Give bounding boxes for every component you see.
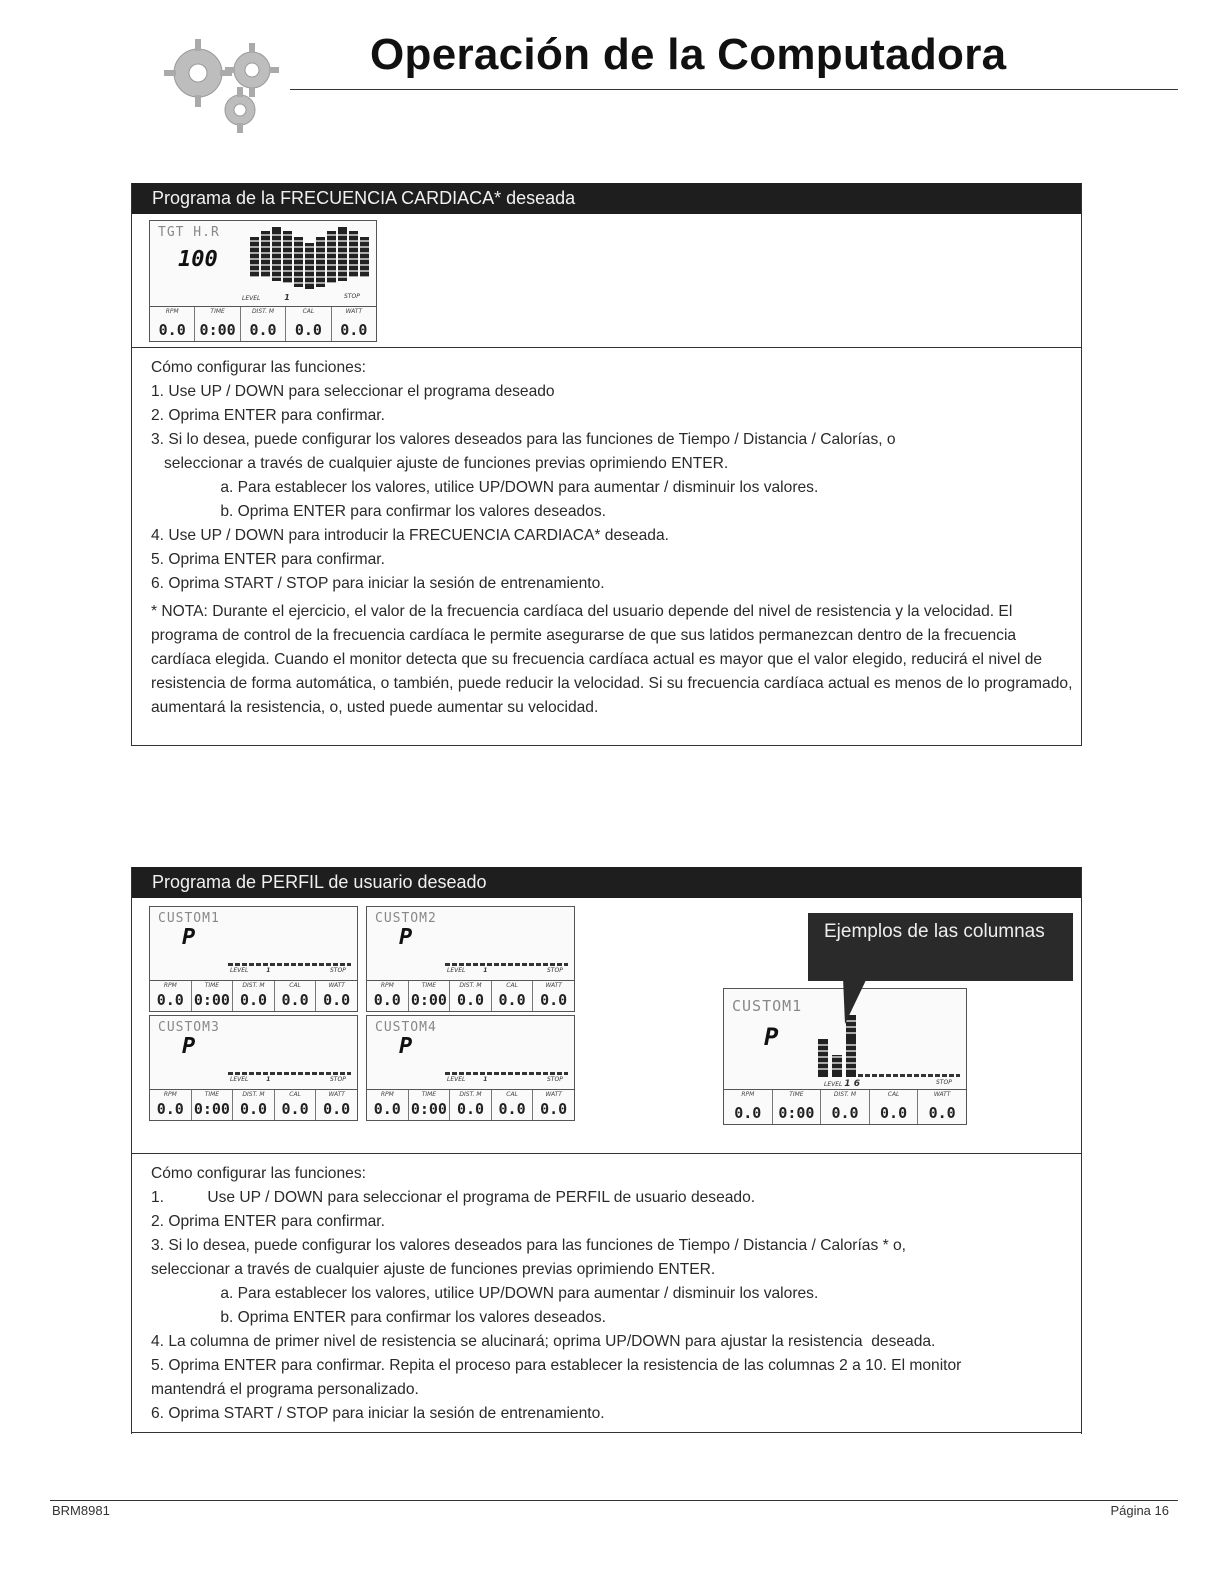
level-label: LEVEL 1 [242,293,290,302]
custom-lcd-display [366,906,575,1012]
instructions [132,1154,1081,1426]
instruction-line: 6. Oprima START / STOP para iniciar la sesión de entrenamiento. [151,575,605,592]
instruction-line: 4. Use UP / DOWN para introducir la FRECUENCIA CARDIACA* deseada. [151,527,669,544]
stop-label: STOP [547,967,563,974]
instruction-line: seleccionar a través de cualquier ajuste de funciones previas oprimiendo ENTER. [151,1261,716,1278]
level-label: LEVEL 1 [230,967,271,974]
gears-logo-icon [160,28,290,143]
columns-example-callout: Ejemplos de las columnas [808,913,1073,981]
lcd-metrics [724,1089,966,1124]
instruction-line: b. Oprima ENTER para confirmar los valores deseados. [151,503,606,520]
lcd-metric: DIST. M 0.0 [450,1090,492,1120]
metric-watt: WATT 0.0 [340,308,368,339]
lcd-metric: RPM 0.0 [724,1090,773,1124]
lcd-metric: TIME 0:00 [192,1090,234,1120]
lcd-metric: CAL 0.0 [870,1090,919,1124]
lcd-metric: RPM 0.0 [150,981,192,1011]
metric-time: TIME 0:00 [195,307,240,341]
lcd-metric: CAL 0.0 [275,981,317,1011]
profile-baseline [858,1074,960,1077]
heart-bars-icon [248,225,370,289]
metric-cal: CAL 0.0 [286,307,331,341]
lcd-metric: TIME 0:00 [192,981,234,1011]
profile-baseline [445,1072,568,1075]
custom-lcd-display [149,1015,358,1121]
level-label: LEVEL 1 [447,967,488,974]
instruction-line: 2. Oprima ENTER para confirmar. [151,407,385,424]
lcd-metric: WATT 0.0 [540,1091,568,1118]
title-divider [290,89,1178,90]
instruction-line: b. Oprima ENTER para confirmar los valores deseados. [151,1309,606,1326]
lcd-metric: RPM 0.0 [150,1090,192,1120]
instruction-line: a. Para establecer los valores, utilice UP/DOWN para aumentar / disminuir los valores. [151,479,819,496]
profile-baseline [228,1072,351,1075]
lcd-metric: RPM 0.0 [367,981,409,1011]
lcd-metric: TIME 0:00 [409,1090,451,1120]
lcd-metric: WATT 0.0 [323,982,351,1009]
instruction-line: 4. La columna de primer nivel de resistencia se alucinará; oprima UP/DOWN para ajustar la resistencia deseada. [151,1333,936,1350]
level-value: 1 [284,293,290,302]
instruction-line: Cómo configurar las funciones: [151,359,366,376]
lcd-metric: DIST. M 0.0 [821,1090,870,1124]
section-heading: Programa de PERFIL de usuario deseado [132,867,1081,898]
level-label: LEVEL 1 6 [824,1079,860,1089]
page-title: Operación de la Computadora [370,30,1007,79]
lcd-label: CUSTOM1 [732,997,803,1015]
instruction-line: 1. Use UP / DOWN para seleccionar el programa deseado [151,383,555,400]
instruction-line: seleccionar a través de cualquier ajuste de funciones previas oprimiendo ENTER. [151,455,729,472]
stop-label: STOP [936,1079,952,1086]
lcd-metric: CAL 0.0 [492,1090,534,1120]
lcd-metric: DIST. M 0.0 [233,981,275,1011]
note-paragraph: * NOTA: Durante el ejercicio, el valor de la frecuencia cardíaca del usuario depende del nivel de resistencia y la velocidad. El programa de control de la frecuencia cardíaca le permite asegurarse de que sus latidos permanezcan dentro de la frecuencia cardíaca elegida. Cuando el monitor detecta que su frecuencia cardíaca actual es mayor que el valor elegido, reducirá el nivel de resistencia de forma automática, o también, puede reducir la velocidad. Si su frecuencia cardíaca actual es menos de lo programado, aumentará la resistencia, o, usted puede aumentar su velocidad. [151,603,1073,716]
footer-divider [50,1500,1178,1501]
lcd-metric: DIST. M 0.0 [450,981,492,1011]
lcd-metrics [150,1089,357,1120]
lcd-label: CUSTOM4 [375,1020,437,1035]
lcd-metric: TIME 0:00 [773,1090,822,1124]
instruction-line: 5. Oprima ENTER para confirmar. Repita el proceso para establecer la resistencia de las columnas 2 a 10. El monitor [151,1357,962,1374]
lcd-metrics [367,1089,574,1120]
stop-label: STOP [547,1076,563,1083]
lcd-metric: TIME 0:00 [409,981,451,1011]
custom-lcd-display [149,906,358,1012]
stop-label: STOP [344,293,360,300]
lcd-label: TGT H.R [158,225,220,240]
lcd-label: CUSTOM2 [375,911,437,926]
instruction-line: 1. Use UP / DOWN para seleccionar el programa de PERFIL de usuario deseado. [151,1189,756,1206]
lcd-metric: WATT 0.0 [540,982,568,1009]
lcd-value: P [399,1034,413,1059]
instruction-line: Cómo configurar las funciones: [151,1165,366,1182]
lcd-value: P [182,1034,196,1059]
instruction-line: 2. Oprima ENTER para confirmar. [151,1213,385,1230]
lcd-value: P [182,925,196,950]
lcd-metric: CAL 0.0 [275,1090,317,1120]
figure-area [132,214,1081,348]
lcd-metric: WATT 0.0 [323,1091,351,1118]
lcd-display [149,220,377,342]
lcd-value: P [764,1023,779,1051]
instruction-line: mantendrá el programa personalizado. [151,1381,419,1398]
level-label: LEVEL 1 [230,1076,271,1083]
custom-lcd-display [366,1015,575,1121]
stop-label: STOP [330,967,346,974]
instruction-line: 3. Si lo desea, puede configurar los valores deseados para las funciones de Tiempo / Distancia / Calorías * o, [151,1237,906,1254]
instruction-line: 5. Oprima ENTER para confirmar. [151,551,385,568]
profile-baseline [445,963,568,966]
metric-dist: DIST. M 0.0 [241,307,286,341]
lcd-value: 100 [178,247,218,272]
lcd-label: CUSTOM1 [158,911,220,926]
lcd-metrics [150,306,376,341]
metric-rpm: RPM 0.0 [150,307,195,341]
instruction-line: a. Para establecer los valores, utilice UP/DOWN para aumentar / disminuir los valores. [151,1285,819,1302]
lcd-metric: DIST. M 0.0 [233,1090,275,1120]
callout-pointer-icon [835,978,875,1028]
lcd-metric: CAL 0.0 [492,981,534,1011]
model-number: BRM8981 [52,1503,110,1518]
lcd-metrics [150,980,357,1011]
stop-label: STOP [330,1076,346,1083]
lcd-metric: RPM 0.0 [367,1090,409,1120]
level-label: LEVEL 1 [447,1076,488,1083]
instruction-line: 3. Si lo desea, puede configurar los valores deseados para las funciones de Tiempo / Distancia / Calorías, o [151,431,896,448]
section-heading: Programa de la FRECUENCIA CARDIACA* deseada [132,183,1081,214]
page-number: Página 16 [1110,1503,1169,1518]
lcd-label: CUSTOM3 [158,1020,220,1035]
heart-rate-program-section [131,183,1082,746]
section-bottom-rule [131,1432,1082,1433]
instruction-line: 6. Oprima START / STOP para iniciar la sesión de entrenamiento. [151,1405,605,1422]
profile-baseline [228,963,351,966]
lcd-value: P [399,925,413,950]
instructions [132,348,1081,720]
lcd-metric: WATT 0.0 [928,1091,956,1122]
lcd-metrics [367,980,574,1011]
